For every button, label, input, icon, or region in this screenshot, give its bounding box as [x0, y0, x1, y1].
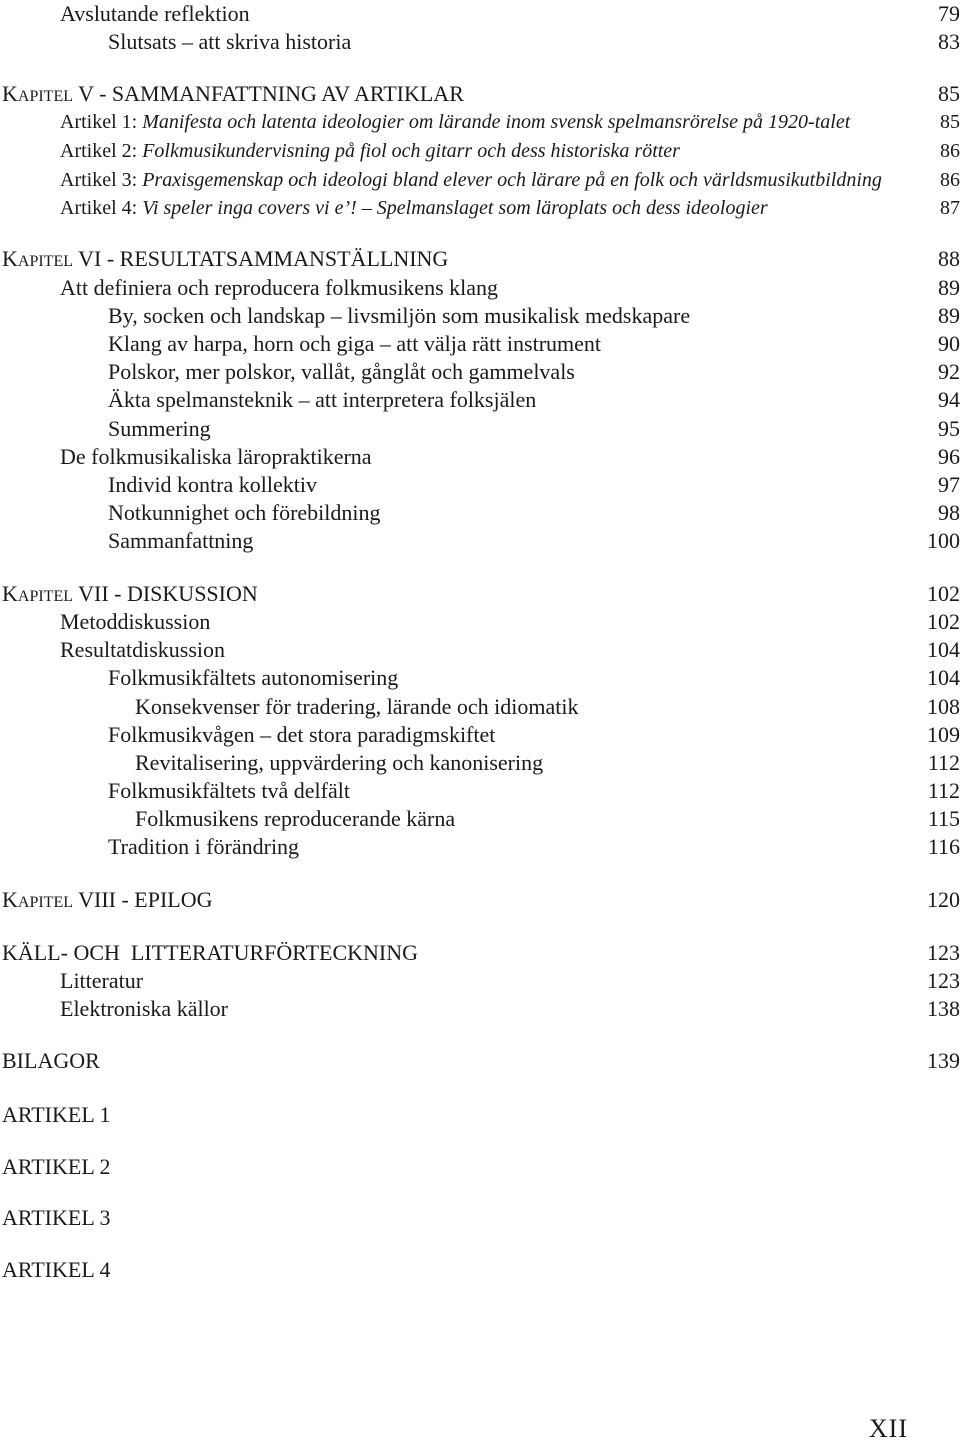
toc-entry — [0, 967, 960, 995]
toc-entry-page: 104 — [927, 665, 960, 690]
article-page: 85 — [940, 111, 960, 133]
chapter-prefix-cap: K — [2, 246, 18, 271]
toc-entry-title: Litteratur — [60, 968, 144, 993]
article-entry — [0, 166, 960, 194]
article-heading-text: ARTIKEL 4 — [2, 1257, 111, 1282]
article-prefix: Artikel 2: — [60, 140, 143, 162]
toc-entry-page: 100 — [927, 528, 960, 553]
article-prefix: Artikel 1: — [60, 111, 143, 133]
toc-entry-title: Summering — [108, 416, 211, 441]
chapter-heading — [0, 245, 960, 273]
toc-entry-title: Att definiera och reproducera folkmusikens klang — [60, 275, 499, 300]
toc-entry — [0, 693, 960, 721]
chapter-heading — [0, 80, 960, 108]
article-title: Praxisgemenskap och ideologi bland elever och lärare på en folk och världsmusikutbildning — [142, 169, 882, 191]
toc-entry — [0, 358, 960, 386]
toc-entry — [0, 28, 960, 56]
toc-entry-page: 108 — [927, 694, 960, 719]
toc-entry — [0, 499, 960, 527]
toc-entry-page: 97 — [938, 472, 960, 497]
toc-entry — [0, 664, 960, 692]
chapter-page: 102 — [927, 581, 960, 606]
chapter-prefix-small: APITEL — [17, 588, 73, 605]
toc-entry-page: 112 — [927, 778, 960, 803]
toc-entry-title: De folkmusikaliska läropraktikerna — [60, 444, 372, 469]
article-heading — [0, 1153, 960, 1181]
toc-entry-title: Elektroniska källor — [60, 996, 229, 1021]
article-entry — [0, 137, 960, 165]
toc-entry-title: Polskor, mer polskor, vallåt, gånglåt och gammelvals — [108, 359, 575, 384]
article-title: Folkmusikundervisning på fiol och gitarr och dess historiska rötter — [142, 140, 680, 162]
toc-entry-title: Konsekvenser för tradering, lärande och idiomatik — [135, 694, 579, 719]
toc-entry-title: Folkmusikfältets autonomisering — [108, 665, 399, 690]
toc-entry — [0, 527, 960, 555]
toc-entry — [0, 330, 960, 358]
toc-entry-title: By, socken och landskap – livsmiljön som musikalisk medskapare — [108, 303, 691, 328]
article-heading-text: ARTIKEL 1 — [2, 1102, 111, 1127]
chapter-page: 123 — [927, 940, 960, 965]
toc-entry — [0, 471, 960, 499]
toc-entry-page: 92 — [938, 359, 960, 384]
article-page: 87 — [940, 197, 960, 219]
toc-entry — [0, 749, 960, 777]
chapter-heading — [0, 939, 960, 967]
toc-entry — [0, 415, 960, 443]
toc-entry-title: Resultatdiskussion — [60, 637, 226, 662]
article-heading-text: ARTIKEL 2 — [2, 1154, 111, 1179]
article-entry — [0, 194, 960, 222]
chapter-prefix-cap: K — [2, 887, 18, 912]
chapter-title: VII - DISKUSSION — [73, 581, 258, 606]
article-title: Manifesta och latenta ideologier om lärande inom svensk spelmansrörelse på 1920-talet — [142, 111, 851, 133]
chapter-page: 120 — [927, 887, 960, 912]
article-heading-text: ARTIKEL 3 — [2, 1205, 111, 1230]
chapter-page: 139 — [927, 1048, 960, 1073]
toc-entry — [0, 443, 960, 471]
toc-entry-title: Sammanfattning — [108, 528, 254, 553]
toc-entry — [0, 636, 960, 664]
article-heading — [0, 1256, 960, 1284]
toc-entry-title: Äkta spelmansteknik – att interpretera folksjälen — [108, 387, 537, 412]
article-heading — [0, 1101, 960, 1129]
toc-entry-title: Folkmusikvågen – det stora paradigmskiftet — [108, 722, 496, 747]
toc-entry-page: 112 — [927, 750, 960, 775]
chapter-heading — [0, 886, 960, 914]
toc-entry — [0, 833, 960, 861]
toc-entry-title: Metoddiskussion — [60, 609, 211, 634]
toc-entry-page: 102 — [927, 609, 960, 634]
article-heading — [0, 1204, 960, 1232]
article-page: 86 — [940, 169, 960, 191]
toc-entry — [0, 0, 960, 28]
chapter-title: V - SAMMANFATTNING AV ARTIKLAR — [73, 81, 464, 106]
chapter-heading — [0, 1047, 960, 1075]
toc-entry-title: Folkmusikfältets två delfält — [108, 778, 350, 803]
toc-entry-page: 115 — [927, 806, 960, 831]
toc-entry-title: Tradition i förändring — [108, 834, 300, 859]
toc-entry-title: Revitalisering, uppvärdering och kanonisering — [135, 750, 544, 775]
toc-entry — [0, 386, 960, 414]
toc-entry-page: 89 — [938, 303, 960, 328]
article-prefix: Artikel 4: — [60, 197, 143, 219]
chapter-prefix-cap: K — [2, 81, 18, 106]
chapter-title: KÄLL- OCH LITTERATURFÖRTECKNING — [2, 940, 419, 965]
toc-entry-page: 83 — [938, 29, 960, 54]
chapter-prefix-small: APITEL — [17, 253, 73, 270]
toc-entry-title: Klang av harpa, horn och giga – att välja rätt instrument — [108, 331, 602, 356]
article-prefix: Artikel 3: — [60, 169, 143, 191]
toc-entry — [0, 608, 960, 636]
toc-entry-page: 109 — [927, 722, 960, 747]
toc-entry — [0, 777, 960, 805]
toc-entry — [0, 805, 960, 833]
toc-entry-page: 94 — [938, 387, 960, 412]
toc-entry-page: 89 — [938, 275, 960, 300]
toc-entry — [0, 995, 960, 1023]
toc-entry-page: 104 — [927, 637, 960, 662]
chapter-title: VIII - EPILOG — [73, 887, 213, 912]
toc-entry — [0, 302, 960, 330]
toc-entry-title: Avslutande reflektion — [60, 1, 250, 26]
toc-entry-page: 95 — [938, 416, 960, 441]
chapter-page: 88 — [938, 246, 960, 271]
article-entry — [0, 108, 960, 136]
chapter-prefix-small: APITEL — [17, 88, 73, 105]
toc-entry-page: 138 — [927, 996, 960, 1021]
chapter-title: VI - RESULTATSAMMANSTÄLLNING — [73, 246, 449, 271]
toc-entry-page: 123 — [927, 968, 960, 993]
toc-entry-title: Slutsats – att skriva historia — [108, 29, 352, 54]
chapter-heading — [0, 580, 960, 608]
page-number: XII — [868, 1414, 908, 1443]
toc-entry-page: 116 — [927, 834, 960, 859]
toc-entry-title: Individ kontra kollektiv — [108, 472, 317, 497]
toc-entry-page: 98 — [938, 500, 960, 525]
chapter-title: BILAGOR — [2, 1048, 100, 1073]
chapter-page: 85 — [938, 81, 960, 106]
article-page: 86 — [940, 140, 960, 162]
toc-entry — [0, 274, 960, 302]
toc-entry-page: 96 — [938, 444, 960, 469]
toc-entry-page: 79 — [938, 1, 960, 26]
toc-entry-title: Notkunnighet och förebildning — [108, 500, 381, 525]
chapter-prefix-cap: K — [2, 581, 18, 606]
toc-entry-title: Folkmusikens reproducerande kärna — [135, 806, 456, 831]
chapter-prefix-small: APITEL — [17, 894, 73, 911]
toc-entry — [0, 721, 960, 749]
article-title: Vi speler inga covers vi e’! – Spelmanslaget som läroplats och dess ideologier — [142, 197, 768, 219]
toc-entry-page: 90 — [938, 331, 960, 356]
